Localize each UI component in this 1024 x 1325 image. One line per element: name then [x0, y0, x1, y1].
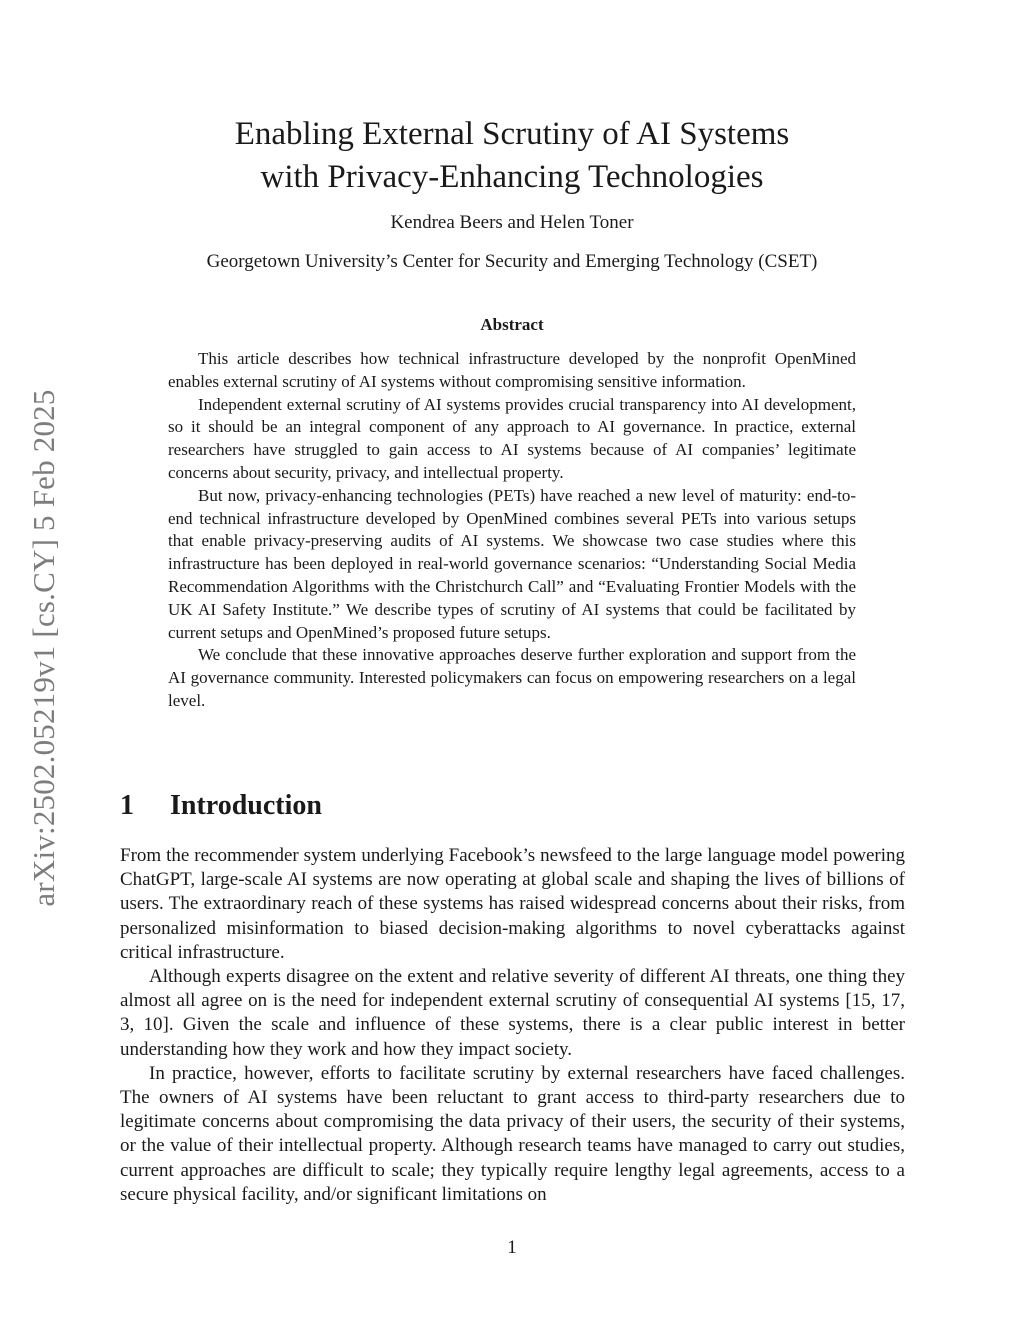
body-paragraph: From the recommender system underlying Facebook’s newsfeed to the large language model powering ChatGPT, large-scale AI systems are now operating at global scale and shaping the lives of billions of users. The extraordinary reach of these systems has raised widespread concerns about their risks, from personalized misinformation to biased decision-making algorithms to novel cyberattacks against critical infrastructure.	[120, 845, 905, 963]
paper-title-line-2: with Privacy-Enhancing Technologies	[260, 159, 764, 195]
abstract-heading: Abstract	[480, 315, 544, 334]
page-number: 1	[507, 1237, 517, 1258]
section-heading-introduction	[120, 790, 322, 822]
section-number: 1	[120, 790, 134, 821]
arxiv-identifier-text: arXiv:2502.05219v1 [cs.CY] 5 Feb 2025	[26, 389, 61, 907]
section-title: Introduction	[170, 790, 322, 821]
abstract-paragraph: This article describes how technical infrastructure developed by the nonprofit OpenMined enables external scrutiny of AI systems without compromising sensitive information.	[168, 349, 856, 391]
paper-authors: Kendrea Beers and Helen Toner	[390, 212, 634, 233]
abstract-paragraph: Independent external scrutiny of AI systems provides crucial transparency into AI development, so it should be an integral component of any approach to AI governance. In practice, external researchers have struggled to gain access to AI systems because of AI companies’ legitimate concerns about security, privacy, and intellectual property.	[168, 394, 856, 482]
introduction-body	[120, 844, 905, 1207]
abstract-paragraph: We conclude that these innovative approaches deserve further exploration and support from the AI governance community. Interested policymakers can focus on empowering researchers on a legal level.	[168, 645, 856, 710]
paper-affiliation: Georgetown University’s Center for Security and Emerging Technology (CSET)	[206, 251, 818, 272]
body-paragraph: Although experts disagree on the extent and relative severity of different AI threats, one thing they almost all agree on is the need for independent external scrutiny of consequential AI systems [15, 17, 3, 10]. Given the scale and influence of these systems, there is a clear public interest in better understanding how they work and how they impact society.	[120, 966, 905, 1060]
body-paragraph: In practice, however, efforts to facilitate scrutiny by external researchers have faced challenges. The owners of AI systems have been reluctant to grant access to third-party researchers due to legitimate concerns about compromising the data privacy of their users, the security of their systems, or the value of their intellectual property. Although research teams have managed to carry out studies, current approaches are difficult to scale; they typically require lengthy legal agreements, access to a secure physical facility, and/or significant limitations on	[120, 1062, 905, 1205]
paper-title-line-1: Enabling External Scrutiny of AI Systems	[234, 116, 790, 152]
paper-title	[120, 113, 904, 199]
abstract-paragraph: But now, privacy-enhancing technologies (PETs) have reached a new level of maturity: end-to-end technical infrastructure developed by OpenMined combines several PETs into various setups that enable privacy-preserving audits of AI systems. We showcase two case studies where this infrastructure has been deployed in real-world governance scenarios: “Understanding Social Media Recommendation Algorithms with the Christchurch Call” and “Evaluating Frontier Models with the UK AI Safety Institute.” We describe types of scrutiny of AI systems that could be facilitated by current setups and OpenMined’s proposed future setups.	[168, 485, 856, 642]
abstract-body	[168, 348, 856, 713]
